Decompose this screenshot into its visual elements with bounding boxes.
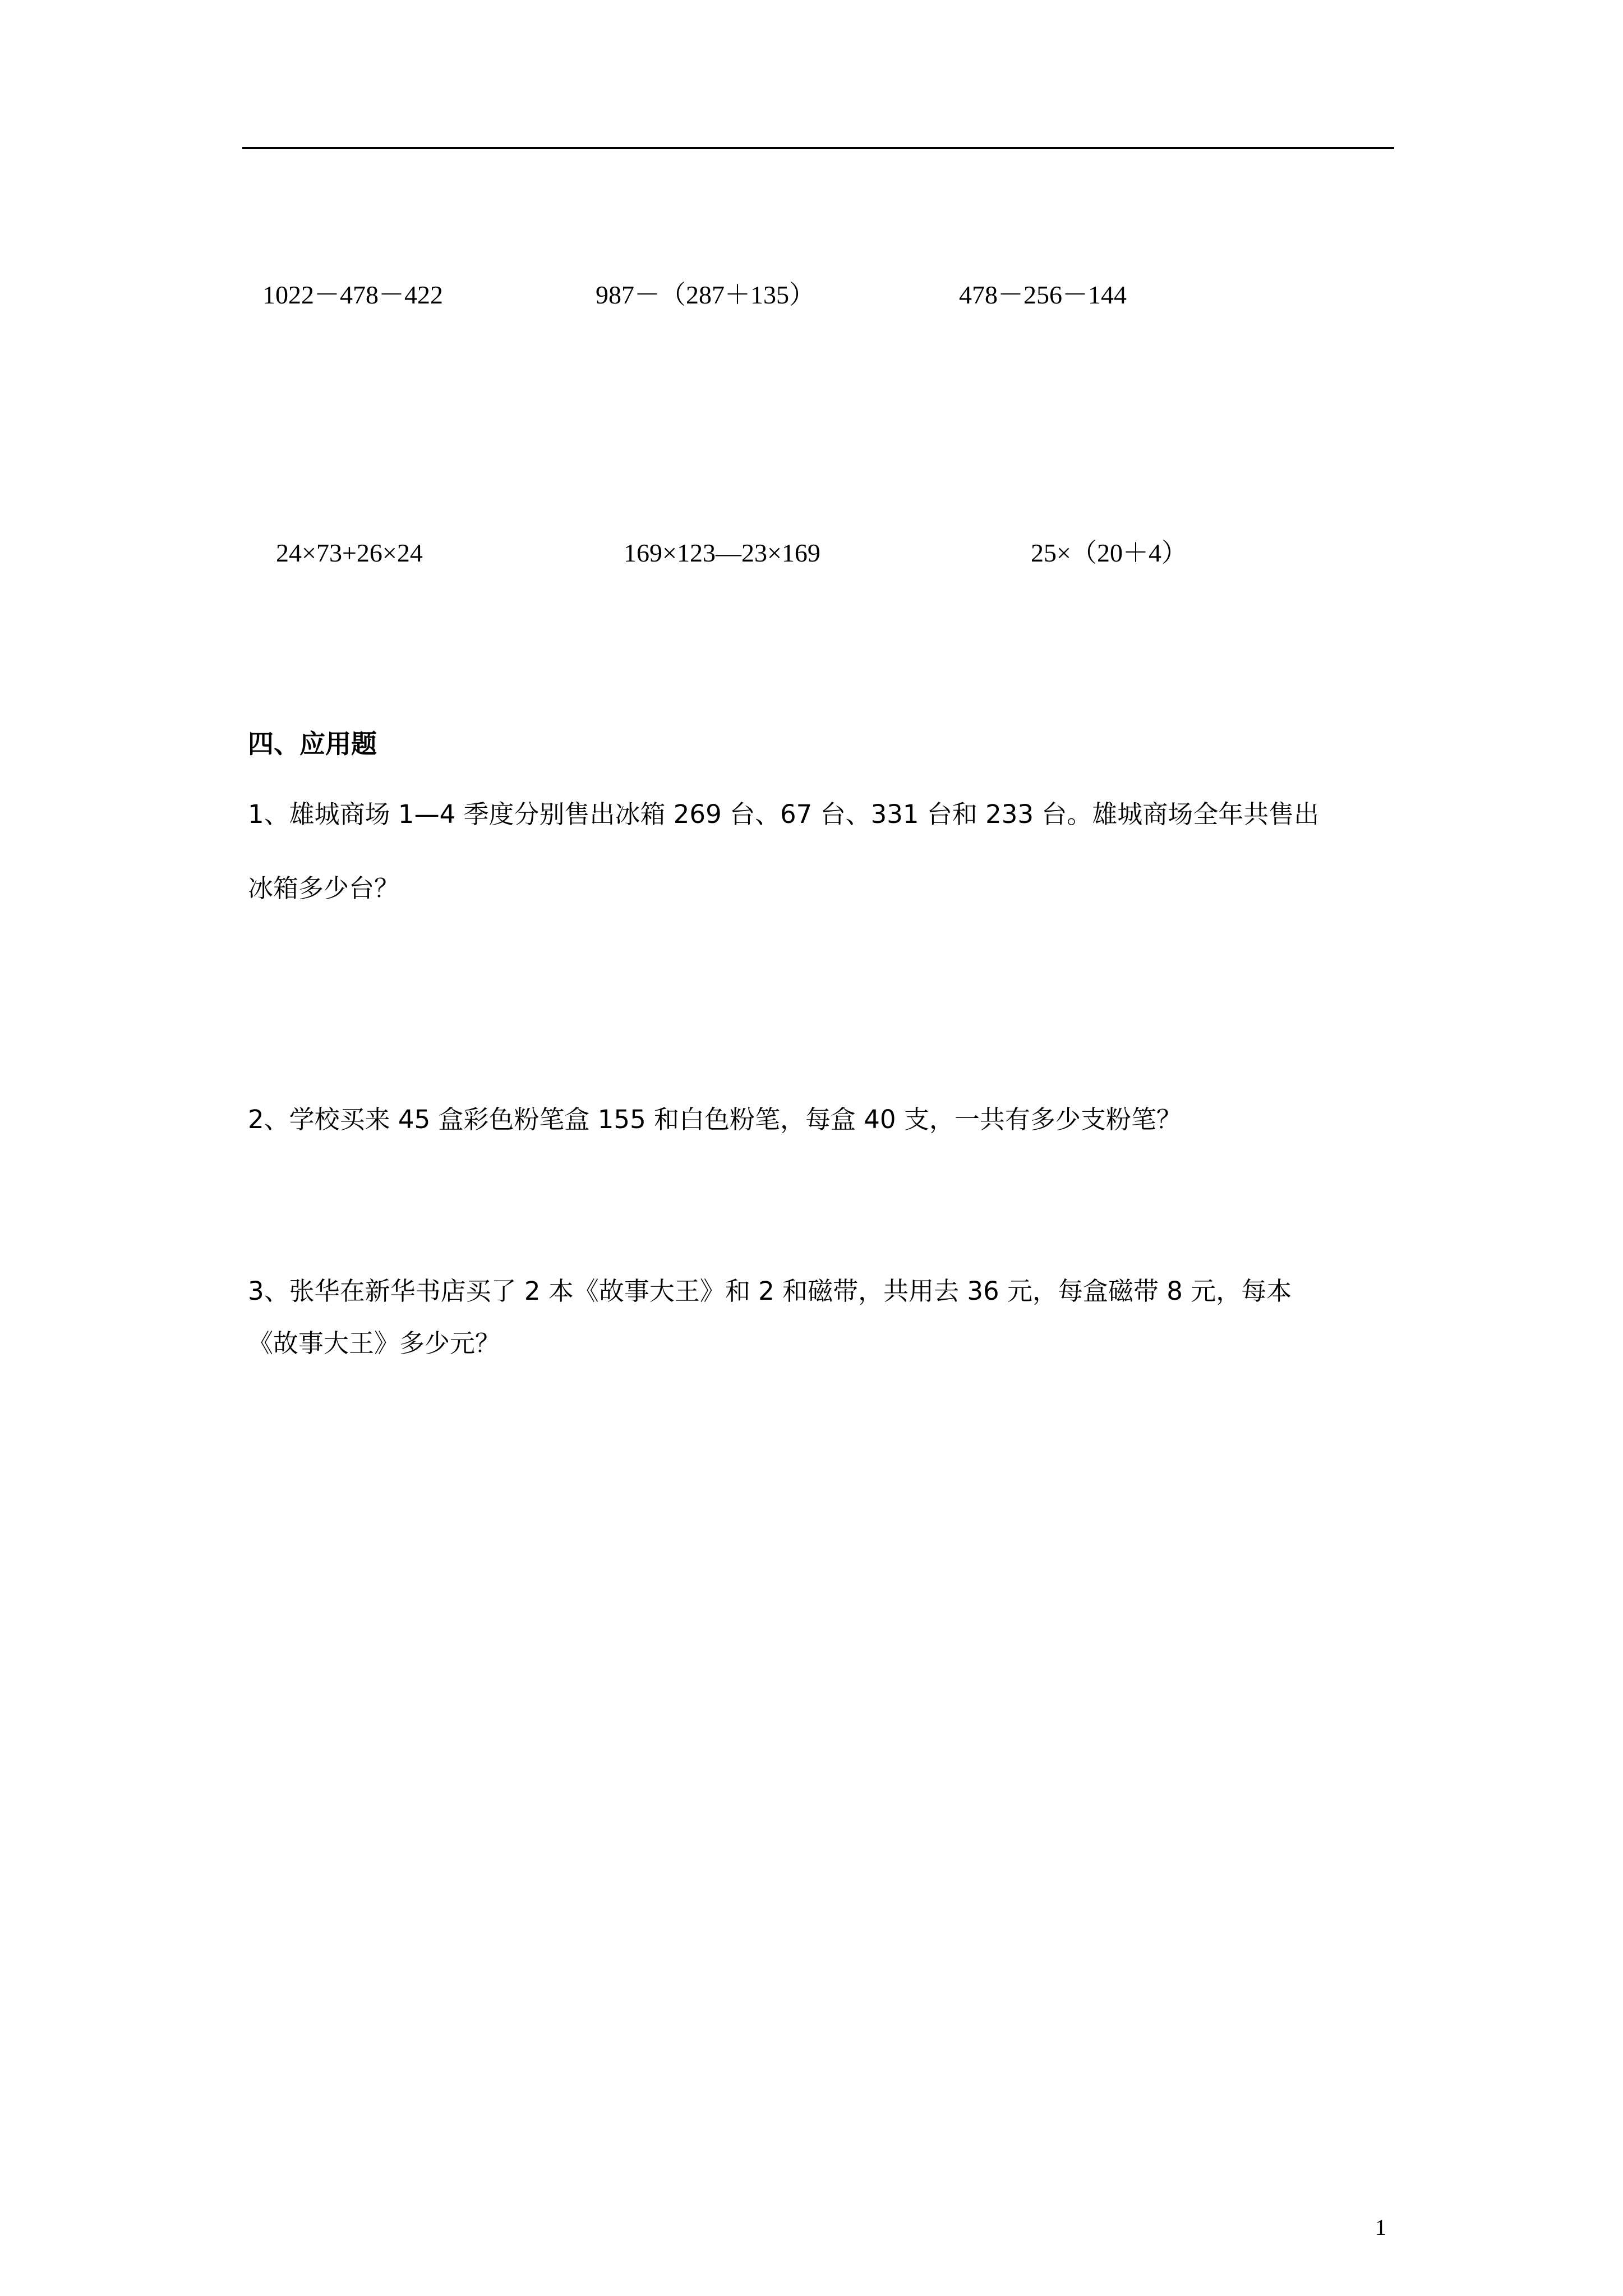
problem-1-line-2: 冰箱多少台？: [248, 873, 400, 903]
word-problem-2: [248, 1083, 1403, 1157]
expression-6: 25×（20＋4）: [1031, 539, 1187, 567]
expression-1: 1022－478－422: [262, 280, 443, 309]
section-heading: 四、应用题: [248, 729, 377, 759]
problem-1-line-1: 1、雄城商场 1—4 季度分别售出冰箱 269 台、67 台、331 台和 233 台。雄城商场全年共售出: [248, 799, 1320, 829]
problem-3-line-1: 3、张华在新华书店买了 2 本《故事大王》和 2 和磁带，共用去 36 元，每盒磁带 8 元，每本: [248, 1276, 1292, 1306]
problem-3-line-2: 《故事大王》多少元？: [248, 1328, 501, 1358]
expression-2: 987－（287＋135）: [596, 280, 815, 309]
word-problem-3: [248, 1257, 1403, 1361]
expression-3: 478－256－144: [959, 280, 1127, 309]
page-number: 1: [1375, 2215, 1386, 2240]
expression-5: 169×123—23×169: [624, 539, 820, 567]
expression-4: 24×73+26×24: [276, 539, 423, 567]
problem-2-line-1: 2、学校买来 45 盒彩色粉笔盒 155 和白色粉笔，每盒 40 支，一共有多少支粉笔？: [248, 1105, 1182, 1134]
header-rule: [242, 147, 1394, 149]
word-problem-1: [248, 777, 1403, 926]
